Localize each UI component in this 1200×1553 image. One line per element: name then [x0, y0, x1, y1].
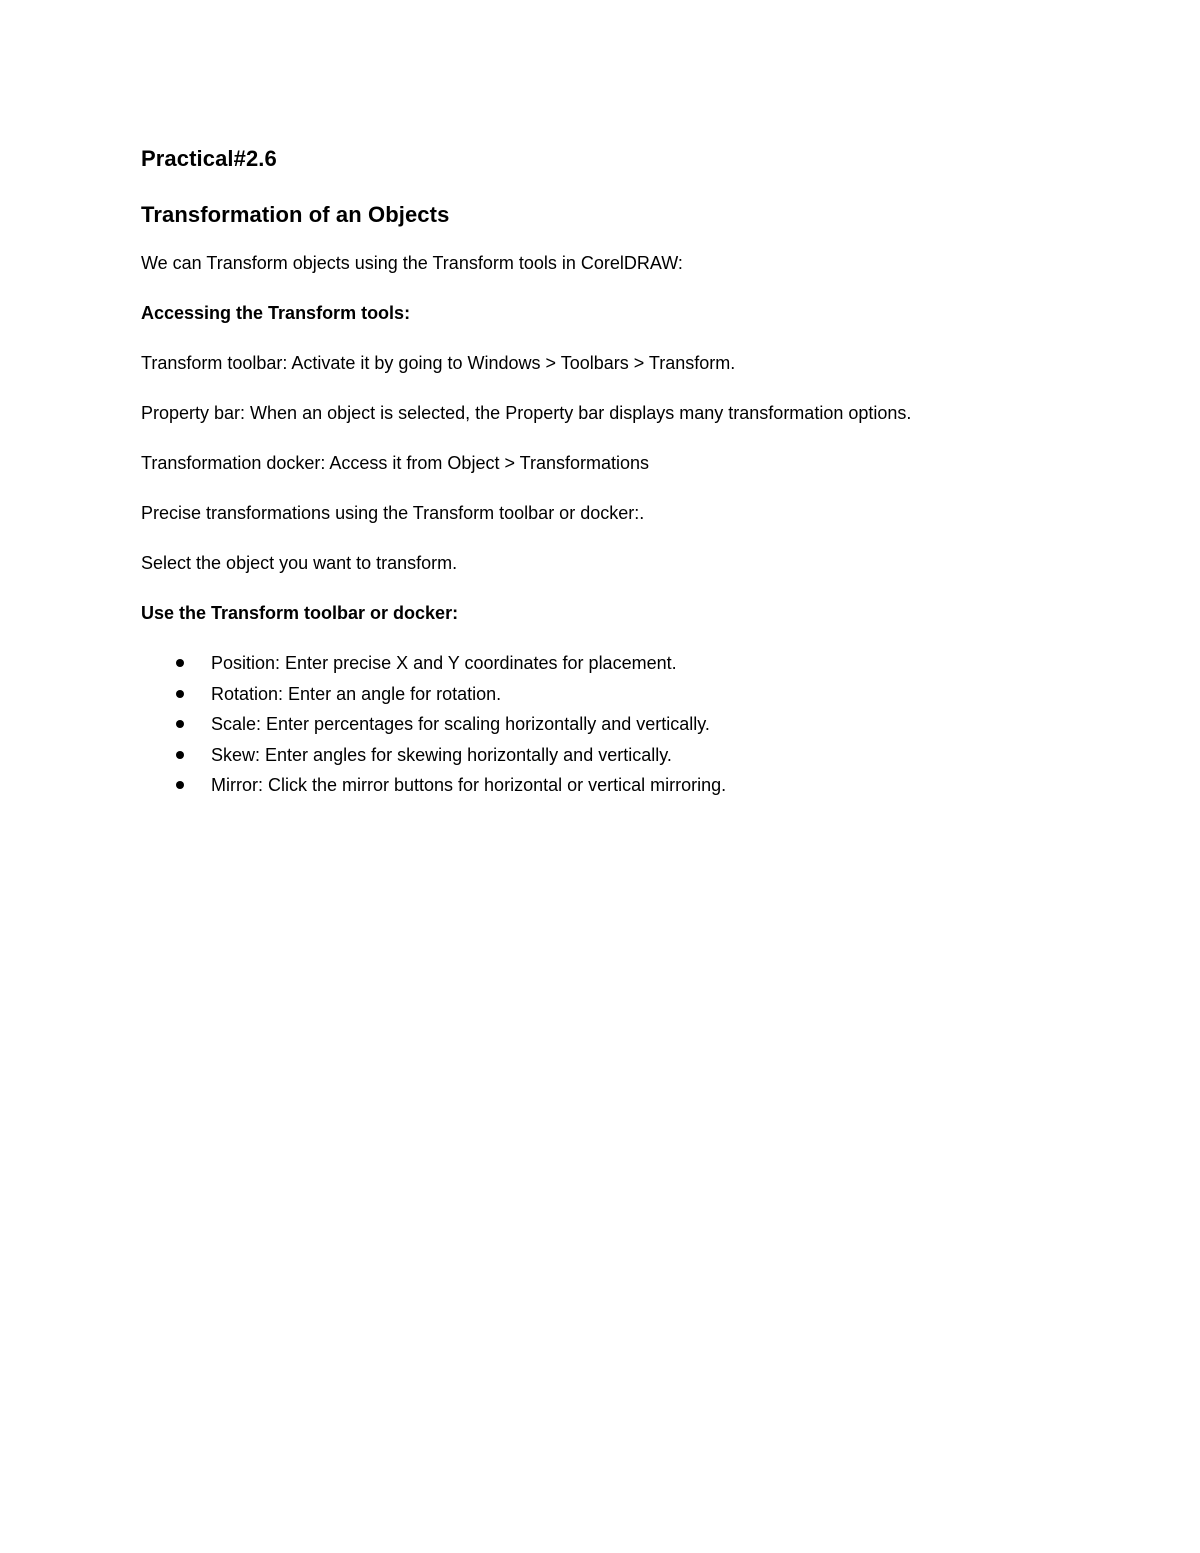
document-body [141, 143, 1061, 803]
list-item [141, 681, 1061, 707]
list-item-text: Position: Enter precise X and Y coordinates for placement. [211, 653, 677, 673]
intro-paragraph: We can Transform objects using the Transform tools in CorelDRAW: [141, 253, 683, 273]
list-item [141, 711, 1061, 737]
list-item-text: Rotation: Enter an angle for rotation. [211, 683, 502, 704]
bullet-icon [176, 690, 184, 698]
bullet-list [141, 650, 1061, 798]
paragraph-property-bar: Property bar: When an object is selected, the Property bar displays many transformation options. [141, 403, 912, 423]
paragraph-precise-transformations: Precise transformations using the Transform toolbar or docker:. [141, 503, 645, 523]
use-heading: Use the Transform toolbar or docker: [141, 603, 459, 623]
page-title: Practical#2.6 [141, 146, 277, 171]
bullet-icon [176, 720, 184, 728]
list-item [141, 650, 1061, 676]
list-item-text: Mirror: Click the mirror buttons for horizontal or vertical mirroring. [211, 775, 727, 795]
paragraph-transform-toolbar: Transform toolbar: Activate it by going to Windows > Toolbars > Transform. [141, 353, 736, 373]
bullet-icon [176, 751, 184, 759]
list-item [141, 772, 1061, 798]
access-heading: Accessing the Transform tools: [141, 303, 411, 323]
bullet-icon [176, 659, 184, 667]
list-item-text: Scale: Enter percentages for scaling horizontally and vertically. [211, 714, 710, 734]
page-subtitle: Transformation of an Objects [141, 202, 450, 227]
bullet-icon [176, 781, 184, 789]
paragraph-transformation-docker: Transformation docker: Access it from Object > Transformations [141, 453, 650, 473]
paragraph-select-object: Select the object you want to transform. [141, 553, 458, 573]
list-item [141, 742, 1061, 768]
list-item-text: Skew: Enter angles for skewing horizontally and vertically. [211, 744, 672, 765]
